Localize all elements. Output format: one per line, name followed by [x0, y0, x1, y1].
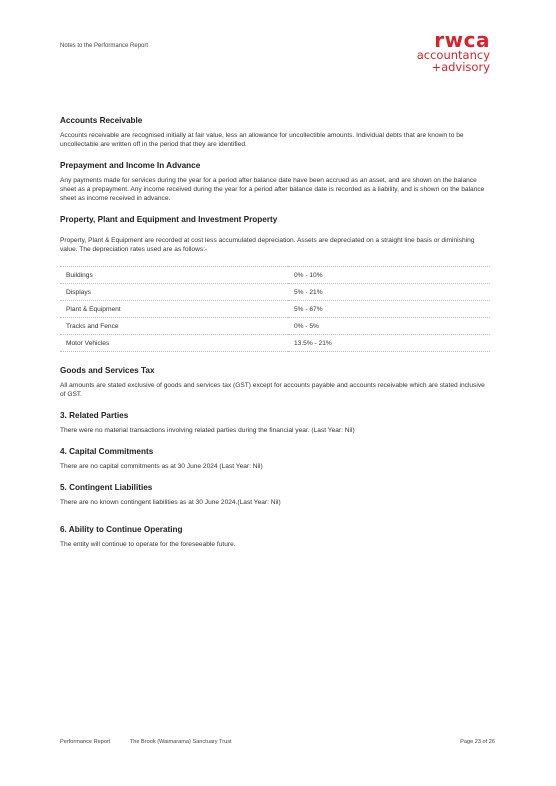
- table-row: [60, 284, 490, 301]
- contingent-liabilities-text: There are no known contingent liabilities as at 30 June 2024.(Last Year: Nil): [60, 499, 281, 506]
- prepayment-text: Any payments made for services during the year for a period after balance date have been accrued as an asset, and are shown on the balance sheet as a prepayment. Any income received during the year for a period after balance date is recorded as a liability, and is shown on the balance sheet as income received in advance.: [60, 177, 485, 202]
- prepayment-heading: Prepayment and Income In Advance: [60, 161, 201, 170]
- ability-to-continue-text: The entity will continue to operate for the foreseeable future.: [60, 541, 236, 548]
- related-parties-heading: 3. Related Parties: [60, 411, 129, 420]
- capital-commitments-text: There are no capital commitments as at 30 June 2024 (Last Year: Nil): [60, 463, 263, 470]
- contingent-liabilities-heading: 5. Contingent Liabilities: [60, 483, 153, 492]
- accounts-receivable-heading: Accounts Receivable: [60, 116, 143, 125]
- rwca-logo: [417, 30, 490, 73]
- rate-value: 5% - 67%: [288, 301, 490, 318]
- asset-label: Buildings: [60, 267, 288, 284]
- asset-label: Tracks and Fence: [60, 318, 288, 335]
- related-parties-text: There were no material transactions involving related parties during the financial year. (Last Year: Nil): [60, 427, 355, 434]
- depreciation-table: [60, 266, 490, 352]
- rate-value: 13.5% - 21%: [288, 335, 490, 352]
- gst-text: All amounts are stated exclusive of goods and services tax (GST) except for accounts payable and accounts receivable which are stated inclusive of GST.: [60, 382, 485, 398]
- rate-value: 0% - 10%: [288, 267, 490, 284]
- accounts-receivable-text: Accounts receivable are recognised initially at fair value, less an allowance for uncollectible amounts. Individual debts that are known to be uncollectable are written off in the period that they are identified.: [60, 132, 464, 148]
- rate-value: 5% - 21%: [288, 284, 490, 301]
- logo-line-accountancy: accountancy: [416, 48, 490, 62]
- footer-entity-name: The Brook (Waimarama) Sanctuary Trust: [129, 739, 232, 745]
- capital-commitments-heading: 4. Capital Commitments: [60, 447, 154, 456]
- table-row: [60, 318, 490, 335]
- asset-label: Motor Vehicles: [60, 335, 288, 352]
- asset-label: Plant & Equipment: [60, 301, 288, 318]
- logo-wordmark: rwca: [434, 28, 490, 52]
- ability-to-continue-heading: 6. Ability to Continue Operating: [60, 525, 183, 534]
- logo-line-advisory: +advisory: [431, 59, 490, 74]
- ppe-text: Property, Plant & Equipment are recorded at cost less accumulated depreciation. Assets are depreciated on a straight line basis or diminishing value. The depreciation rates used are as follows:-: [60, 237, 475, 253]
- rate-value: 0% - 5%: [288, 318, 490, 335]
- page-number: Page 23 of 26: [460, 739, 495, 745]
- asset-label: Displays: [60, 284, 288, 301]
- header-title: Notes to the Performance Report: [60, 43, 149, 49]
- ppe-heading: Property, Plant and Equipment and Investment Property: [60, 215, 278, 224]
- footer-report-label: Performance Report: [60, 739, 111, 745]
- table-row: [60, 267, 490, 284]
- notes-content: [60, 116, 490, 561]
- gst-heading: Goods and Services Tax: [60, 366, 155, 375]
- page-footer: [60, 739, 495, 745]
- table-row: [60, 301, 490, 318]
- table-row: [60, 335, 490, 352]
